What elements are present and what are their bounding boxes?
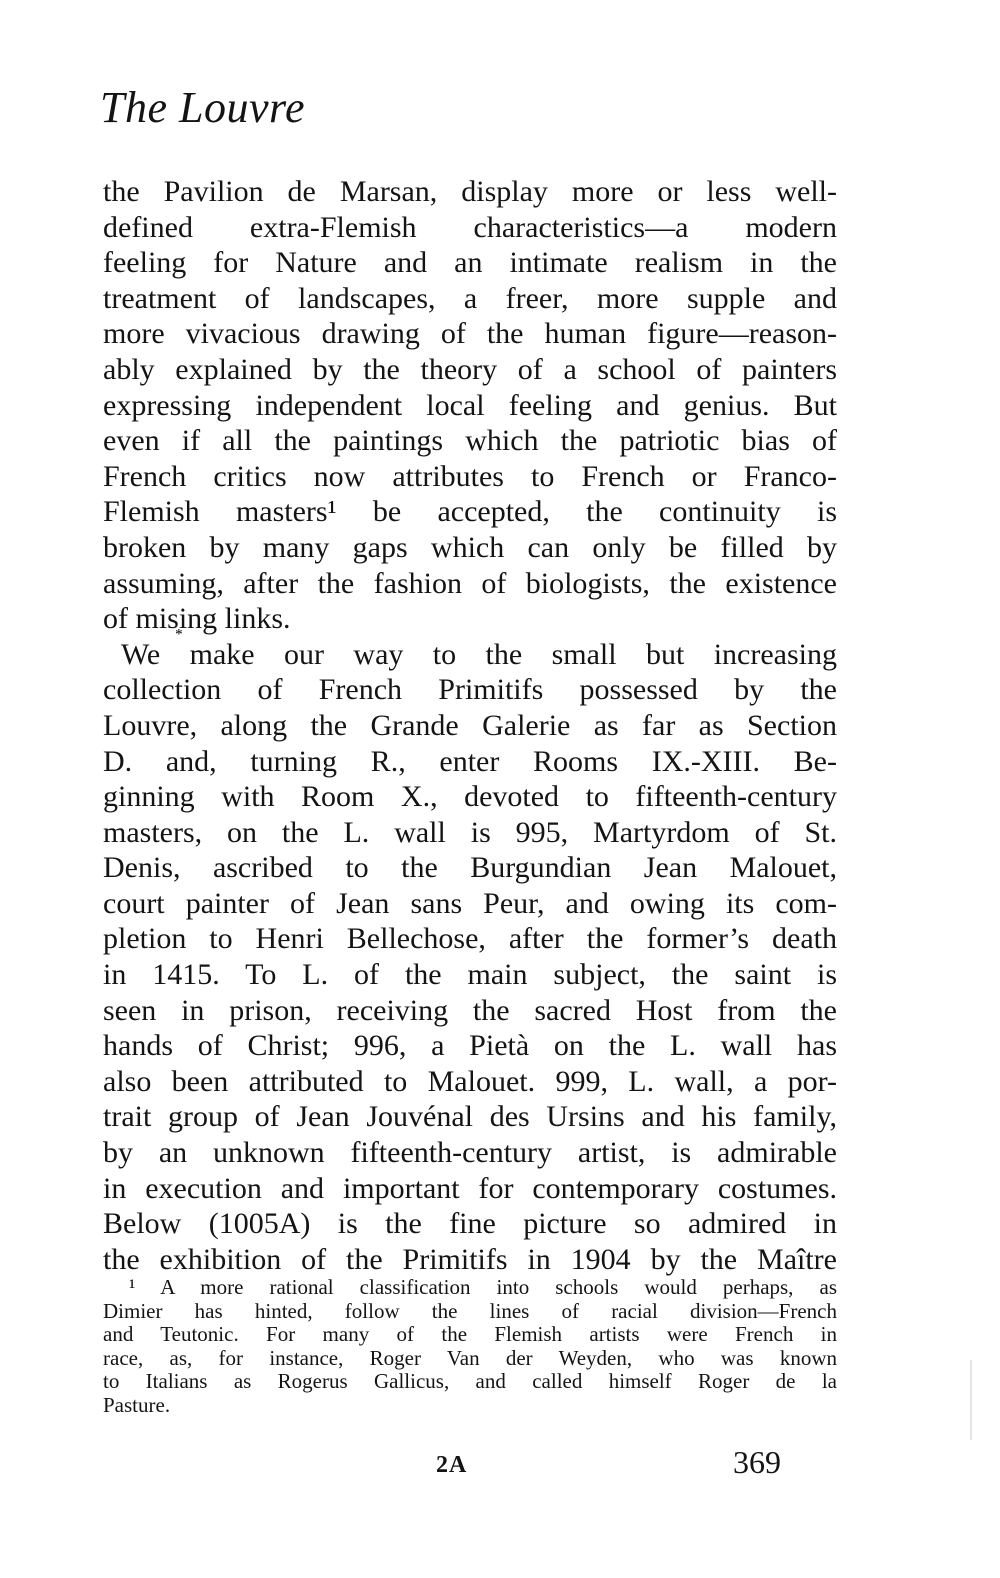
text-line: even if all the paintings which the patriotic bias of <box>103 424 837 458</box>
text-line: by an unknown fifteenth-century artist, is admirable <box>103 1136 837 1170</box>
text-line: the Pavilion de Marsan, display more or less well- <box>103 175 837 208</box>
footnote-line: ¹ A more rational classification into schools would perhaps, as <box>129 1275 837 1299</box>
text-line: Flemish masters¹ be accepted, the continuity is <box>103 495 837 529</box>
footnote-line: Dimier has hinted, follow the lines of racial division—French <box>103 1298 837 1323</box>
text-line: Louvre, along the Grande Galerie as far as Section <box>103 708 837 742</box>
body-text <box>103 174 837 1277</box>
text-line: defined extra-Flemish characteristics—a modern <box>103 210 837 244</box>
text-line: in 1415. To L. of the main subject, the saint is <box>103 958 837 992</box>
text-line: court painter of Jean sans Peur, and owing its com- <box>103 886 837 920</box>
text-line: broken by many gaps which can only be filled by <box>103 530 837 564</box>
text-line: assuming, after the fashion of biologists, the existence <box>103 566 837 600</box>
footnote <box>103 1276 837 1417</box>
footnote-line: and Teutonic. For many of the Flemish artists were French in <box>103 1322 837 1346</box>
text-line: Below (1005A) is the fine picture so admired in <box>103 1207 837 1241</box>
text-line: ginning with Room X., devoted to fifteenth-century <box>103 780 837 814</box>
text-line: the exhibition of the Primitifs in 1904 by the Maître <box>103 1242 837 1276</box>
page-number: 369 <box>733 1444 781 1480</box>
text-line: in execution and important for contemporary costumes. <box>103 1171 837 1205</box>
text-line: masters, on the L. wall is 995, Martyrdom of St. <box>103 815 837 849</box>
text-line: hands of Christ; 996, a Pietà on the L. wall has <box>103 1029 837 1063</box>
page-crease <box>970 1360 972 1440</box>
text-line: Denis, ascribed to the Burgundian Jean Malouet, <box>103 851 837 885</box>
text-line: We make our way to the small but increasing <box>121 637 837 671</box>
footnote-line: to Italians as Rogerus Gallicus, and called himself Roger de la <box>103 1369 837 1393</box>
text-line: treatment of landscapes, a freer, more supple and <box>103 281 837 315</box>
text-line: trait group of Jean Jouvénal des Ursins and his family, <box>103 1100 837 1134</box>
text-line: of mis͙ing links. <box>103 602 291 636</box>
text-line: feeling for Nature and an intimate realism in the <box>103 246 837 280</box>
text-line: seen in prison, receiving the sacred Host from the <box>103 993 837 1027</box>
text-line: French critics now attributes to French or Franco- <box>103 459 837 493</box>
text-line: ably explained by the theory of a school of painters <box>103 352 837 386</box>
footnote-line: race, as, for instance, Roger Van der Weyden, who was known <box>103 1345 837 1370</box>
footnote-line: Pasture. <box>103 1392 171 1417</box>
text-line: D. and, turning R., enter Rooms IX.-XIII. Be- <box>103 744 837 778</box>
signature-mark: 2A <box>436 1452 468 1478</box>
running-title: The Louvre <box>100 83 306 132</box>
text-line: more vivacious drawing of the human figure—reason- <box>103 317 837 351</box>
text-line: also been attributed to Malouet. 999, L. wall, a por- <box>103 1064 837 1098</box>
text-line: collection of French Primitifs possessed by the <box>103 673 837 707</box>
text-line: pletion to Henri Bellechose, after the former’s death <box>103 922 837 956</box>
text-line: expressing independent local feeling and genius. But <box>103 388 837 422</box>
